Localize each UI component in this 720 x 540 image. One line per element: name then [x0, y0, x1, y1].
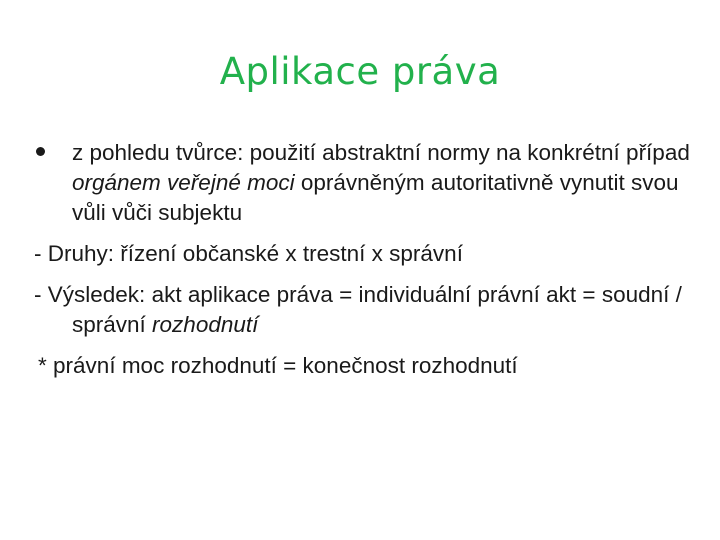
- dash-item-vysledek: [34, 280, 694, 340]
- slide-title: Aplikace práva: [219, 50, 501, 93]
- star-marker: *: [38, 353, 47, 378]
- slide-body: [34, 138, 694, 381]
- dash-marker: -: [34, 241, 42, 266]
- dash-vysledek-italic: rozhodnutí: [152, 312, 259, 337]
- dash-item-druhy: [34, 239, 694, 269]
- bullet-prefix: z: [72, 140, 84, 165]
- bullet-italic: orgánem veřejné moci: [72, 170, 295, 195]
- dash-druhy-text: Druhy: řízení občanské x trestní x správní: [47, 241, 463, 266]
- bullet-item: [34, 138, 694, 228]
- bullet-dot-icon: [34, 138, 72, 168]
- star-note-text: právní moc rozhodnutí = konečnost rozhodnutí: [53, 353, 518, 378]
- star-note: [34, 351, 694, 381]
- dash-marker: -: [34, 282, 42, 307]
- dash-vysledek-text: Výsledek: akt aplikace práva = individuální právní akt = soudní / správní: [47, 282, 682, 337]
- bullet-text-b: oprávněným autoritativně vynutit svou vůli vůči subjektu: [72, 170, 679, 225]
- bullet-text-a: pohledu tvůrce: použití abstraktní normy na konkrétní případ: [89, 140, 690, 165]
